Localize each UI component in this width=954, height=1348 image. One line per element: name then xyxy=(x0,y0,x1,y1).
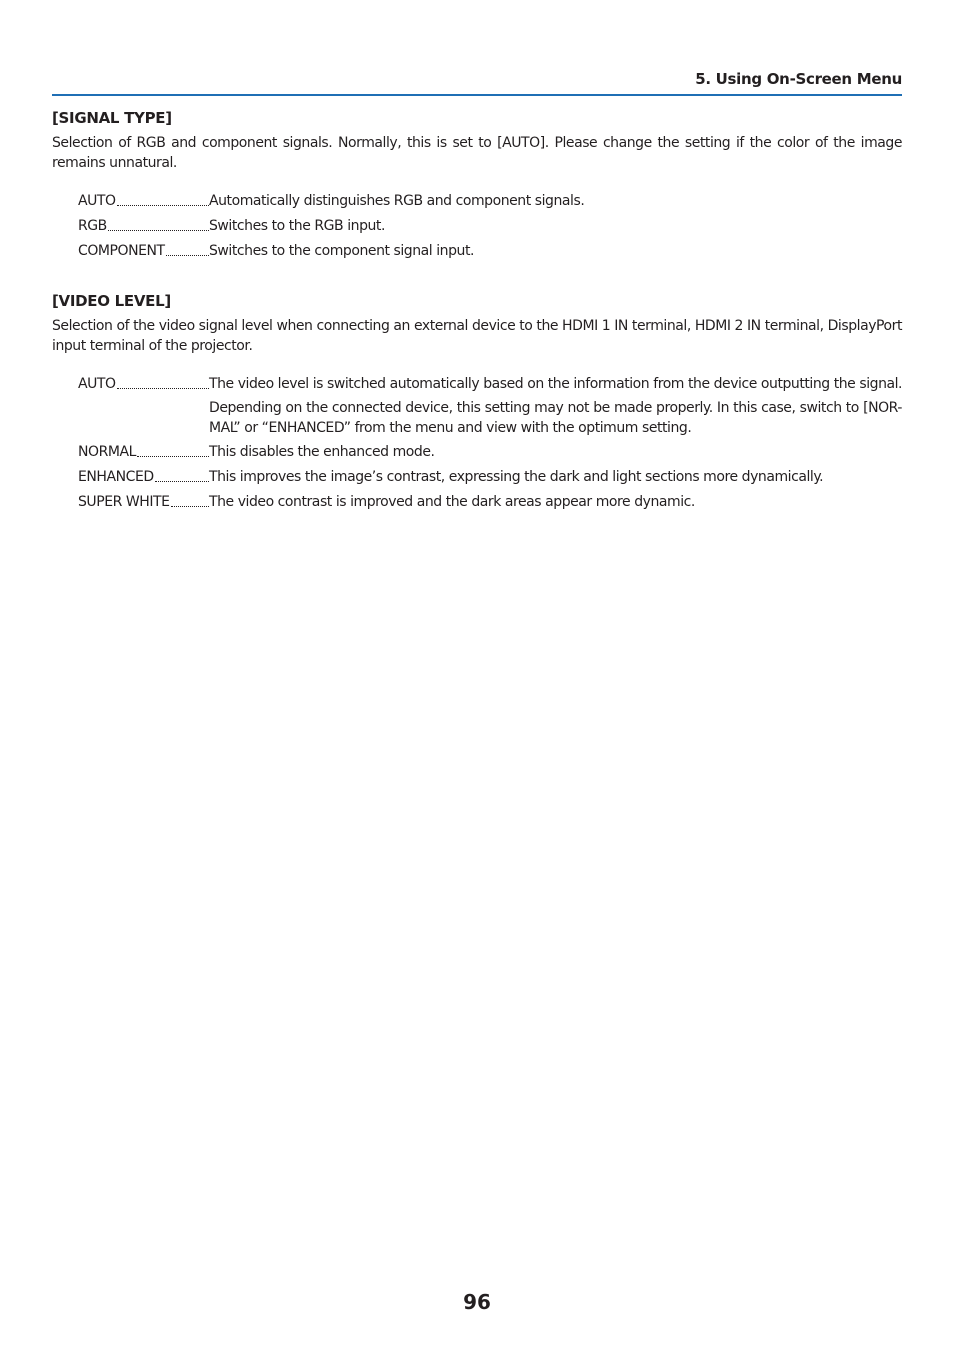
option-row xyxy=(78,216,902,236)
option-row xyxy=(78,191,902,211)
option-term-label: AUTO xyxy=(78,376,116,392)
dot-leader xyxy=(171,492,209,507)
option-row xyxy=(78,241,902,261)
signal-type-heading: [SIGNAL TYPE] xyxy=(52,109,172,127)
chapter-title: 5. Using On-Screen Menu xyxy=(695,70,902,88)
option-description: This disables the enhanced mode. xyxy=(209,444,435,460)
option-description: Switches to the component signal input. xyxy=(209,243,474,259)
dot-leader xyxy=(117,374,209,389)
page-header xyxy=(52,70,902,96)
dot-leader xyxy=(117,191,209,206)
option-term xyxy=(78,216,209,236)
dot-leader xyxy=(108,216,209,231)
option-term xyxy=(78,442,209,462)
option-term-label: NORMAL xyxy=(78,444,136,460)
option-term-label: RGB xyxy=(78,218,107,234)
video-level-intro: Selection of the video signal level when connecting an external device to the HDMI 1 IN terminal, HDMI 2 IN terminal, DisplayPort input terminal of the projector. xyxy=(52,318,902,354)
option-row xyxy=(78,467,902,487)
option-term xyxy=(78,374,209,394)
video-level-options xyxy=(52,374,902,512)
option-term-label: COMPONENT xyxy=(78,243,165,259)
option-row xyxy=(78,374,902,394)
option-description: Switches to the RGB input. xyxy=(209,218,385,234)
signal-type-section xyxy=(52,109,902,266)
option-term xyxy=(78,241,209,261)
video-level-section xyxy=(52,292,902,517)
option-description: The video contrast is improved and the dark areas appear more dynamic. xyxy=(209,494,695,510)
option-description: Automatically distinguishes RGB and component signals. xyxy=(209,193,585,209)
option-description: This improves the image’s contrast, expressing the dark and light sections more dynamically. xyxy=(209,469,824,485)
dot-leader xyxy=(155,467,209,482)
page-number: 96 xyxy=(463,1290,491,1314)
option-term-label: AUTO xyxy=(78,193,116,209)
option-term xyxy=(78,467,209,487)
option-row xyxy=(78,442,902,462)
video-level-heading: [VIDEO LEVEL] xyxy=(52,292,171,310)
auto-option-note: Depending on the connected device, this setting may not be made properly. In this case, switch to [NOR-MAL” or “ENHANCED” from the menu and view with the optimum setting. xyxy=(209,400,902,436)
option-description: The video level is switched automatically based on the information from the device outputting the signal. xyxy=(209,376,903,392)
option-term-label: SUPER WHITE xyxy=(78,494,170,510)
signal-type-intro: Selection of RGB and component signals. Normally, this is set to [AUTO]. Please change the setting if the color of the image remains unnatural. xyxy=(52,135,902,171)
dot-leader xyxy=(166,241,209,256)
option-row xyxy=(78,492,902,512)
signal-type-options xyxy=(52,191,902,261)
option-term xyxy=(78,191,209,211)
option-term xyxy=(78,492,209,512)
dot-leader xyxy=(137,442,209,457)
option-term-label: ENHANCED xyxy=(78,469,154,485)
